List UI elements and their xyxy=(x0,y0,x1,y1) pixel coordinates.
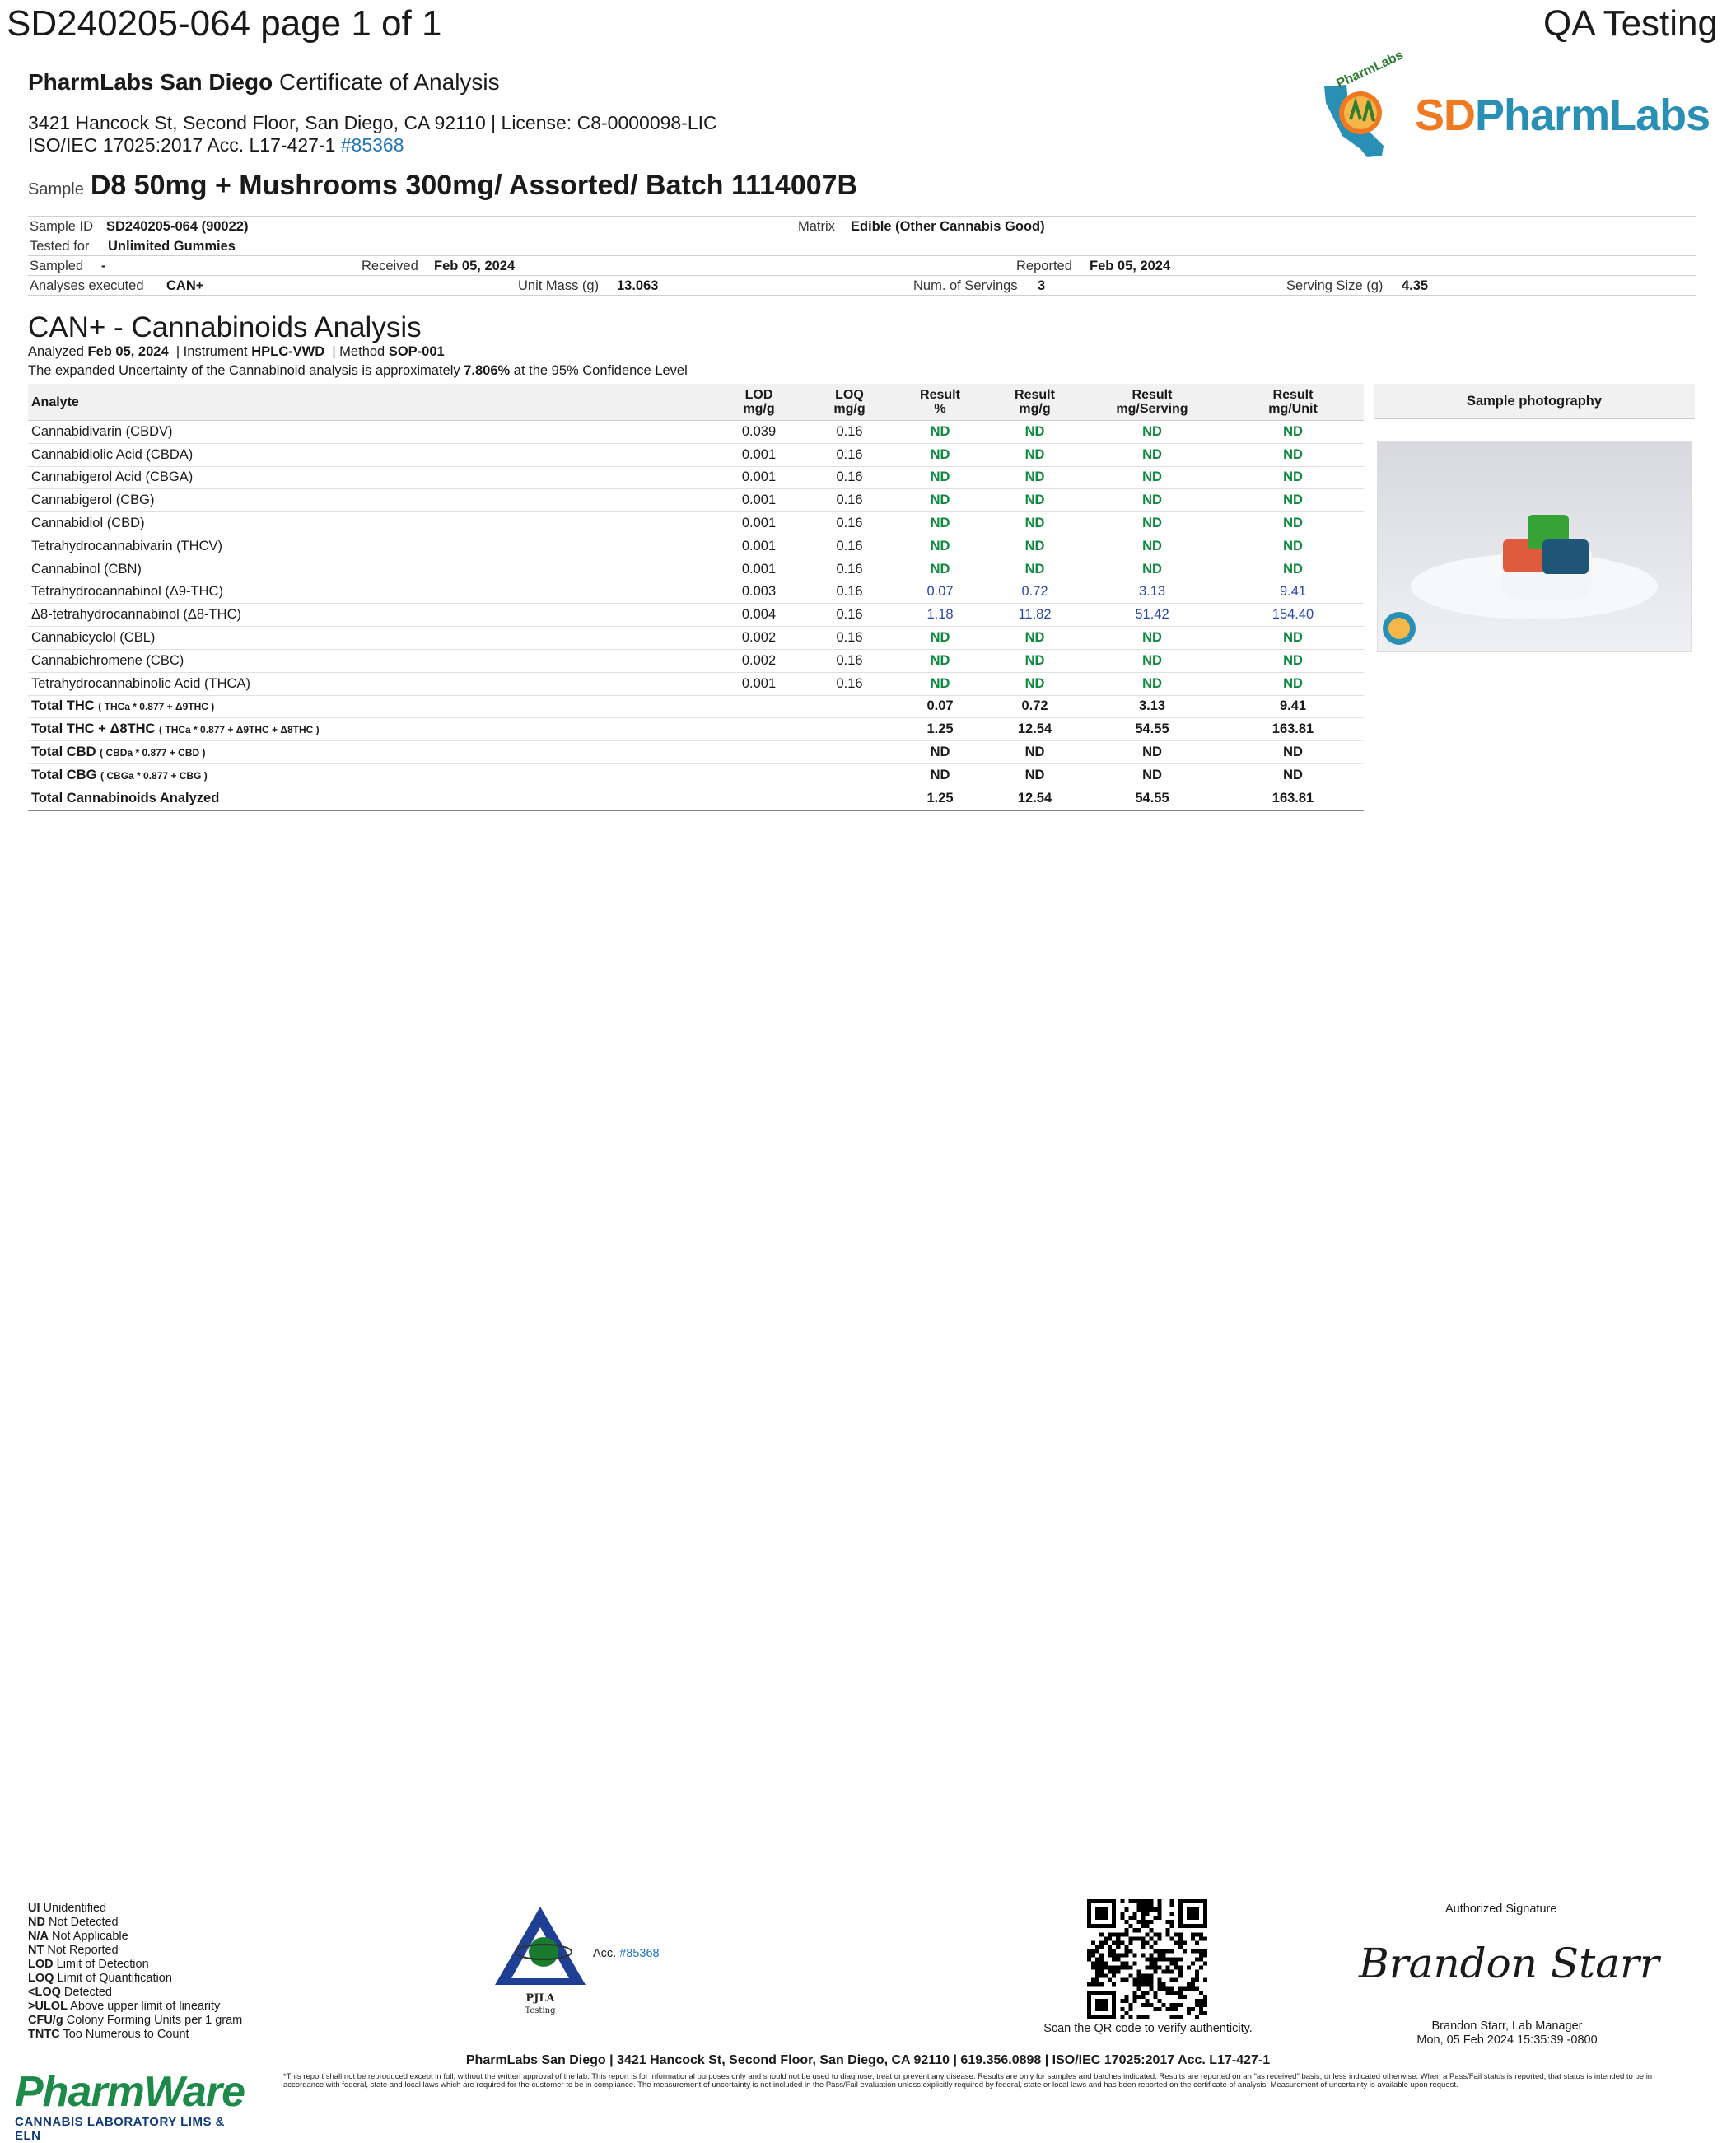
total-row xyxy=(28,787,1364,810)
result-unit: ND xyxy=(1222,421,1364,444)
result-pct: ND xyxy=(893,672,987,695)
lod-value: 0.001 xyxy=(712,466,806,489)
loq-value: 0.16 xyxy=(806,466,893,489)
total-label: Total CBD ( CBDa * 0.877 + CBD ) xyxy=(28,741,712,764)
analyte-name: Cannabidivarin (CBDV) xyxy=(28,421,712,444)
photo-heading: Sample photography xyxy=(1374,384,1695,419)
sample-label: Sample xyxy=(28,180,84,198)
gummies-photo-icon xyxy=(1378,442,1691,651)
table-row xyxy=(28,535,1364,558)
abbreviation-legend xyxy=(28,1902,242,2042)
footer-line: PharmLabs San Diego | 3421 Hancock St, Second Floor, San Diego, CA 92110 | 619.356.0898 | ISO/IEC 17025:2017 Acc. L17-427-1 xyxy=(465,2053,1271,2067)
total-label: Total CBG ( CBGa * 0.877 + CBG ) xyxy=(28,763,712,787)
result-serv: ND xyxy=(1082,672,1222,695)
disclaimer: *This report shall not be reproduced except in full, without the written approval of the lab. This report is for informational purposes only and should not be used to diagnose, treat or prevent any disease. Results are only for samples and batches indicated. Results are reported on an "as received" basis, unless indicated otherwise. When a Pass/Fail status is reported, that status is intended to be in accordance with federal, state and local laws which are required for the customer to be in compliance. The measurement of uncertainty is not included in the Pass/Fail evaluation unless explicitly required by federal, state or local laws and has been reported on the certificate of analysis. Measurement of uncertainty is available upon request. xyxy=(283,2072,1653,2089)
result-pct: 1.18 xyxy=(893,604,987,627)
analyte-name: Cannabicyclol (CBL) xyxy=(28,627,712,650)
lab-address xyxy=(28,112,717,156)
total-serv: ND xyxy=(1082,741,1222,764)
col-result-pct: Result % xyxy=(893,384,987,421)
table-row xyxy=(28,672,1364,695)
table-row xyxy=(28,649,1364,672)
result-pct: ND xyxy=(893,649,987,672)
legend-item: LOD Limit of Detection xyxy=(28,1958,149,1971)
analyte-name: Cannabidiolic Acid (CBDA) xyxy=(28,443,712,466)
pharmware-brand: PharmWare xyxy=(15,2068,245,2116)
result-serv: 3.13 xyxy=(1082,581,1222,604)
loq-value: 0.16 xyxy=(806,489,893,512)
total-unit: ND xyxy=(1222,763,1364,787)
result-mgg: ND xyxy=(987,627,1082,650)
total-label: Total THC ( THCa * 0.877 + Δ9THC ) xyxy=(28,695,712,718)
total-mgg: ND xyxy=(987,741,1082,764)
loq-value: 0.16 xyxy=(806,649,893,672)
analyte-name: Δ8-tetrahydrocannabinol (Δ8-THC) xyxy=(28,604,712,627)
info-row-analyses: Analyses executed CAN+ Unit Mass (g) 13.063 Num. of Servings 3 Serving Size (g) 4.35 xyxy=(28,276,1696,296)
total-pct: ND xyxy=(893,741,987,764)
result-unit: ND xyxy=(1222,627,1364,650)
logo-wordmark: SDPharmLabs xyxy=(1415,91,1710,140)
result-mgg: ND xyxy=(987,558,1082,581)
total-row xyxy=(28,741,1364,764)
analysis-title: CAN+ - Cannabinoids Analysis xyxy=(28,311,422,343)
accreditation: ISO/IEC 17025:2017 Acc. L17-427-1 xyxy=(28,134,341,156)
analyte-name: Cannabidiol (CBD) xyxy=(28,512,712,535)
col-result-serving: Result mg/Serving xyxy=(1082,384,1222,421)
table-header xyxy=(28,384,1364,421)
result-unit: ND xyxy=(1222,558,1364,581)
loq-value: 0.16 xyxy=(806,627,893,650)
doc-title: Certificate of Analysis xyxy=(278,69,500,95)
col-result-unit: Result mg/Unit xyxy=(1222,384,1364,421)
table-row xyxy=(28,489,1364,512)
lod-value: 0.001 xyxy=(712,672,806,695)
lod-value: 0.001 xyxy=(712,489,806,512)
result-unit: ND xyxy=(1222,535,1364,558)
result-pct: ND xyxy=(893,535,987,558)
total-unit: 163.81 xyxy=(1222,718,1364,741)
analyte-name: Tetrahydrocannabivarin (THCV) xyxy=(28,535,712,558)
legend-item: UI Unidentified xyxy=(28,1902,107,1915)
legend-item: ND Not Detected xyxy=(28,1916,119,1929)
report-type: QA Testing xyxy=(1543,3,1718,44)
total-pct: 0.07 xyxy=(893,695,987,718)
qr-code-icon xyxy=(1087,1899,1207,2019)
info-row-sample-id: Sample ID SD240205-064 (90022) Matrix Edible (Other Cannabis Good) xyxy=(28,216,1696,236)
lod-value: 0.004 xyxy=(712,604,806,627)
result-mgg: ND xyxy=(987,489,1082,512)
result-serv: ND xyxy=(1082,421,1222,444)
table-row xyxy=(28,627,1364,650)
legend-item: N/A Not Applicable xyxy=(28,1930,128,1943)
total-row xyxy=(28,695,1364,718)
result-pct: ND xyxy=(893,443,987,466)
qr-code[interactable] xyxy=(1087,1899,1207,2019)
lod-value: 0.001 xyxy=(712,535,806,558)
col-lod: LOD mg/g xyxy=(712,384,806,421)
lab-heading xyxy=(28,69,500,96)
total-pct: 1.25 xyxy=(893,718,987,741)
result-mgg: ND xyxy=(987,535,1082,558)
analyte-name: Cannabigerol (CBG) xyxy=(28,489,712,512)
table-row xyxy=(28,558,1364,581)
result-serv: 51.42 xyxy=(1082,604,1222,627)
result-serv: ND xyxy=(1082,466,1222,489)
total-mgg: 12.54 xyxy=(987,787,1082,810)
loq-value: 0.16 xyxy=(806,672,893,695)
table-row xyxy=(28,581,1364,604)
table-row xyxy=(28,512,1364,535)
table-row xyxy=(28,443,1364,466)
svg-text:PJLA: PJLA xyxy=(525,1992,555,2005)
legend-item: NT Not Reported xyxy=(28,1944,119,1957)
pharmware-tagline: CANNABIS LABORATORY LIMS & ELN xyxy=(15,2115,225,2143)
sdpharmlabs-logo xyxy=(1309,48,1710,161)
result-serv: ND xyxy=(1082,558,1222,581)
accreditation-link[interactable]: #85368 xyxy=(340,134,404,156)
loq-value: 0.16 xyxy=(806,512,893,535)
signature-image: Brandon Starr xyxy=(1359,1940,1659,1987)
result-serv: ND xyxy=(1082,489,1222,512)
analysis-meta: Analyzed Feb 05, 2024 | Instrument HPLC-VWD | Method SOP-001 xyxy=(28,344,445,359)
cannabinoids-table xyxy=(28,384,1364,811)
loq-value: 0.16 xyxy=(806,581,893,604)
result-pct: ND xyxy=(893,489,987,512)
total-pct: 1.25 xyxy=(893,787,987,810)
result-unit: ND xyxy=(1222,649,1364,672)
result-pct: ND xyxy=(893,558,987,581)
result-pct: ND xyxy=(893,512,987,535)
address-line: 3421 Hancock St, Second Floor, San Diego, CA 92110 | xyxy=(28,112,497,133)
lod-value: 0.002 xyxy=(712,649,806,672)
total-row xyxy=(28,718,1364,741)
lod-value: 0.001 xyxy=(712,443,806,466)
analyte-name: Tetrahydrocannabinolic Acid (THCA) xyxy=(28,672,712,695)
result-unit: ND xyxy=(1222,466,1364,489)
col-result-mgg: Result mg/g xyxy=(987,384,1082,421)
loq-value: 0.16 xyxy=(806,604,893,627)
lod-value: 0.002 xyxy=(712,627,806,650)
qr-caption: Scan the QR code to verify authenticity. xyxy=(1043,2022,1253,2035)
lod-value: 0.039 xyxy=(712,421,806,444)
col-loq: LOQ mg/g xyxy=(806,384,893,421)
total-serv: 3.13 xyxy=(1082,695,1222,718)
analyte-name: Tetrahydrocannabinol (Δ9-THC) xyxy=(28,581,712,604)
result-serv: ND xyxy=(1082,512,1222,535)
pjla-triangle-icon xyxy=(491,1903,590,2018)
uncertainty-note: The expanded Uncertainty of the Cannabinoid analysis is approximately 7.806% at the 95% Confidence Level xyxy=(28,363,688,378)
result-unit: ND xyxy=(1222,512,1364,535)
sample-name: D8 50mg + Mushrooms 300mg/ Assorted/ Batch 1114007B xyxy=(90,170,858,201)
total-pct: ND xyxy=(893,763,987,787)
total-row xyxy=(28,763,1364,787)
total-unit: 9.41 xyxy=(1222,695,1364,718)
signer-name: Brandon Starr, Lab Manager xyxy=(1431,2019,1583,2033)
result-mgg: ND xyxy=(987,443,1082,466)
signed-date: Mon, 05 Feb 2024 15:35:39 -0800 xyxy=(1416,2033,1598,2047)
table-row xyxy=(28,421,1364,444)
total-label: Total Cannabinoids Analyzed xyxy=(28,787,712,810)
result-mgg: 11.82 xyxy=(987,604,1082,627)
result-unit: ND xyxy=(1222,672,1364,695)
lod-value: 0.001 xyxy=(712,558,806,581)
lod-value: 0.003 xyxy=(712,581,806,604)
result-unit: ND xyxy=(1222,443,1364,466)
california-map-icon xyxy=(1309,48,1416,161)
result-serv: ND xyxy=(1082,649,1222,672)
legend-item: TNTC Too Numerous to Count xyxy=(28,2028,189,2041)
result-serv: ND xyxy=(1082,443,1222,466)
result-mgg: ND xyxy=(987,672,1082,695)
total-serv: 54.55 xyxy=(1082,787,1222,810)
total-unit: ND xyxy=(1222,741,1364,764)
result-unit: 154.40 xyxy=(1222,604,1364,627)
legend-item: >ULOL Above upper limit of linearity xyxy=(28,2000,221,2013)
analyte-name: Cannabigerol Acid (CBGA) xyxy=(28,466,712,489)
info-row-dates: Sampled - Received Feb 05, 2024 Reported Feb 05, 2024 xyxy=(28,256,1696,276)
sample-photo xyxy=(1377,441,1692,652)
table-row xyxy=(28,466,1364,489)
result-unit: ND xyxy=(1222,489,1364,512)
total-serv: 54.55 xyxy=(1082,718,1222,741)
report-id: SD240205-064 page 1 of 1 xyxy=(7,3,442,44)
signer xyxy=(1351,2019,1664,2047)
lod-value: 0.001 xyxy=(712,512,806,535)
loq-value: 0.16 xyxy=(806,535,893,558)
signature-heading: Authorized Signature xyxy=(1445,1903,1557,1916)
pharmware-logo xyxy=(15,2068,245,2143)
sample-title xyxy=(28,170,857,202)
info-row-tested-for: Tested for Unlimited Gummies xyxy=(28,236,1696,256)
legend-item: <LOQ Detected xyxy=(28,1986,112,1999)
analyte-name: Cannabichromene (CBC) xyxy=(28,649,712,672)
result-mgg: ND xyxy=(987,512,1082,535)
pjla-logo xyxy=(491,1903,680,2018)
table-row xyxy=(28,604,1364,627)
result-unit: 9.41 xyxy=(1222,581,1364,604)
sample-info xyxy=(28,216,1696,296)
total-mgg: 12.54 xyxy=(987,718,1082,741)
total-serv: ND xyxy=(1082,763,1222,787)
result-pct: ND xyxy=(893,421,987,444)
total-unit: 163.81 xyxy=(1222,787,1364,810)
license: License: C8-0000098-LIC xyxy=(501,112,717,133)
result-mgg: ND xyxy=(987,649,1082,672)
result-mgg: 0.72 xyxy=(987,581,1082,604)
result-pct: 0.07 xyxy=(893,581,987,604)
analyte-name: Cannabinol (CBN) xyxy=(28,558,712,581)
result-mgg: ND xyxy=(987,466,1082,489)
total-mgg: ND xyxy=(987,763,1082,787)
result-pct: ND xyxy=(893,466,987,489)
loq-value: 0.16 xyxy=(806,558,893,581)
lab-name: PharmLabs San Diego xyxy=(28,69,273,95)
loq-value: 0.16 xyxy=(806,421,893,444)
legend-item: CFU/g Colony Forming Units per 1 gram xyxy=(28,2014,243,2027)
svg-text:Testing: Testing xyxy=(525,2006,556,2015)
result-pct: ND xyxy=(893,627,987,650)
total-label: Total THC + Δ8THC ( THCa * 0.877 + Δ9THC + Δ8THC ) xyxy=(28,718,712,741)
total-mgg: 0.72 xyxy=(987,695,1082,718)
result-serv: ND xyxy=(1082,535,1222,558)
legend-item: LOQ Limit of Quantification xyxy=(28,1972,172,1985)
col-analyte: Analyte xyxy=(28,384,712,421)
result-mgg: ND xyxy=(987,421,1082,444)
logo-badge-text: PharmLabs xyxy=(1334,48,1406,91)
pjla-acc: Acc. #85368 xyxy=(593,1947,660,1960)
loq-value: 0.16 xyxy=(806,443,893,466)
result-serv: ND xyxy=(1082,627,1222,650)
